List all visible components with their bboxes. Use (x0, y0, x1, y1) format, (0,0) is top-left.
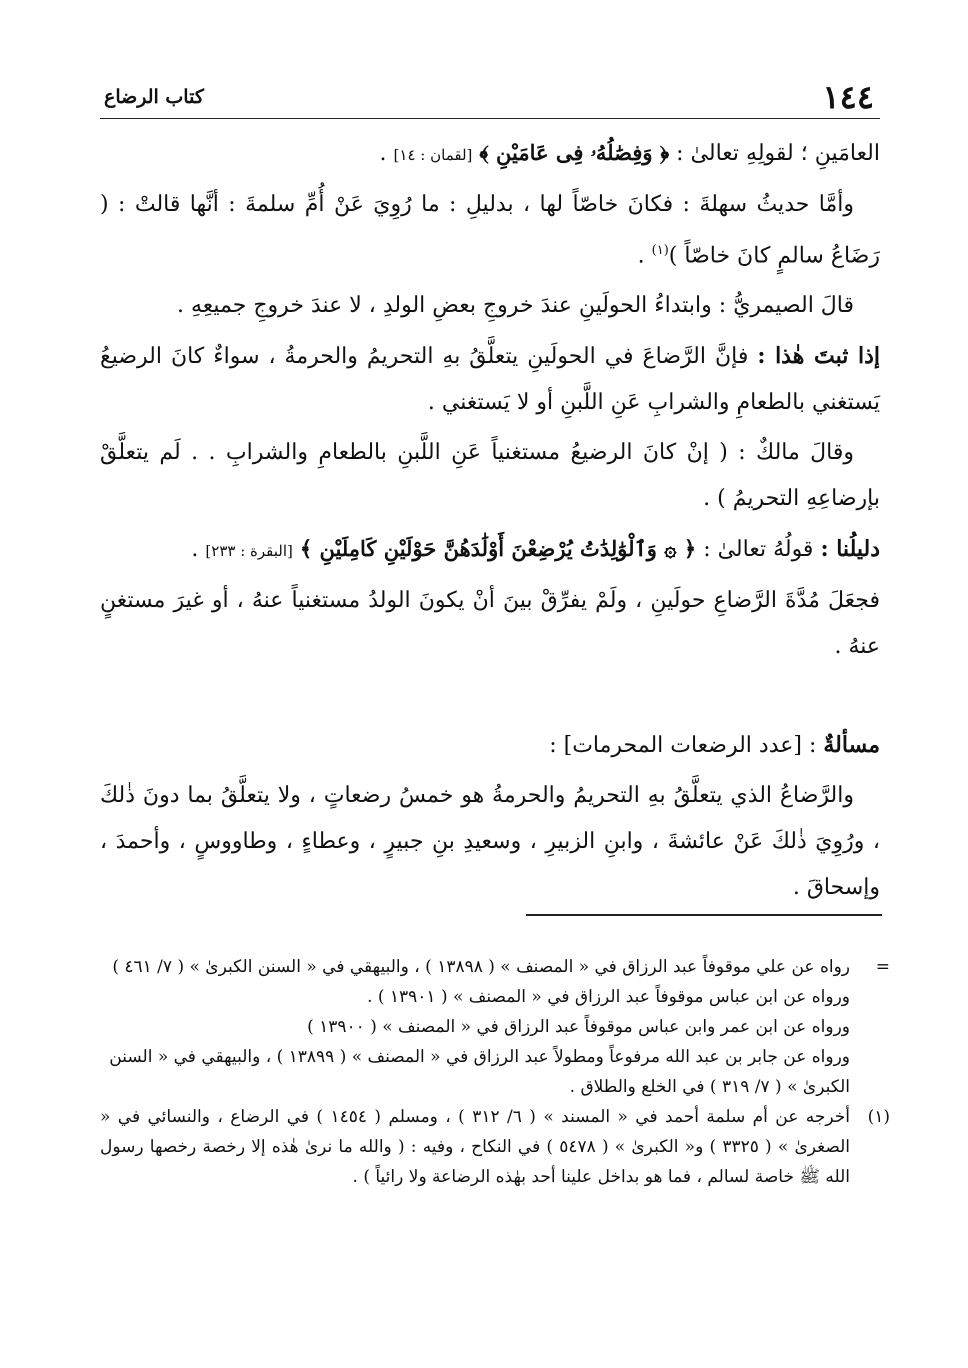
text: . (637, 243, 652, 269)
text: قالَ الصيمريُّ : وابتداءُ الحولَينِ عندَ خروجِ بعضِ الولدِ ، لا عندَ خروجِ جميعِهِ . (177, 293, 854, 319)
continuation-mark: = (875, 957, 890, 977)
text: فإنَّ الرَّضاعَ في الحولَينِ يتعلَّقُ بهِ التحريمُ والحرمةُ ، سواءٌ كانَ الرضيعُ يَستغني بالطعامِ والشرابِ عَنِ اللَّبنِ أو لا يَستغني . (100, 344, 880, 416)
masala-heading (100, 722, 880, 769)
verse-reference: [البقرة : ٢٣٣] (205, 542, 293, 561)
paragraph-4 (100, 333, 880, 426)
quran-verse: ﴿ وَفِصَٰلُهُۥ فِى عَامَيْنِ ﴾ (479, 140, 670, 165)
running-title: كتاب الرضاع (104, 86, 204, 108)
masala-subtitle: : [عدد الرضعات المحرمات] : (549, 733, 817, 759)
main-text (100, 130, 880, 915)
text: . (191, 537, 206, 563)
footnote-1 (100, 1102, 890, 1192)
text: ورواه عن جابر بن عبد الله مرفوعاً ومطولاً عبد الرزاق في « المصنف » ( ١٣٨٩٩ ) ، والبيهقي في « السنن الكبرىٰ » ( ٧/ ٣١٩ ) في الخلع والطلاق . (109, 1047, 850, 1097)
footnote-continuation (100, 952, 890, 982)
page-header (100, 78, 880, 119)
footnotes (100, 952, 890, 1192)
text: ورواه عن ابن عمر وابن عباس موقوفاً عبد الرزاق في « المصنف » ( ١٣٩٠٠ ) (307, 1017, 850, 1037)
text: وأمَّا حديثُ سهلةَ : فكانَ خاصّاً لها ، بدليلِ : ما رُوِيَ عَنْ أُمِّ سلمةَ : أنَّها قالتْ : ( رَضَاعُ سالمٍ كانَ خاصّاً ) (100, 192, 880, 269)
paragraph-6 (100, 526, 880, 574)
text: . (379, 141, 394, 166)
verse-reference: [لقمان : ١٤] (393, 146, 473, 164)
paragraph-2 (100, 182, 880, 279)
paragraph-3 (100, 283, 880, 329)
footnote-ref[interactable]: (١) (651, 243, 669, 258)
footnote-line (100, 982, 890, 1012)
lead-phrase: إذا ثبتَ هٰذا : (757, 343, 880, 370)
text: العامَينِ ؛ لقولِهِ تعالىٰ : (676, 141, 880, 166)
footnote-line (100, 1012, 890, 1042)
paragraph-5 (100, 430, 880, 522)
paragraph-1 (100, 130, 880, 178)
page-number: ١٤٤ (822, 78, 874, 116)
text: وقالَ مالكٌ : ( إنْ كانَ الرضيعُ مستغنياً عَنِ اللَّبنِ بالطعامِ والشرابِ . . لَم يتعلَّقْ بإرضاعِهِ التحريمُ ) . (100, 440, 880, 512)
text: فجعَلَ مُدَّةَ الرَّضاعِ حولَينِ ، ولَمْ يفرِّقْ بينَ أنْ يكونَ الولدُ مستغنياً عنهُ ، أو غيرَ مستغنٍ عنهُ . (100, 588, 880, 660)
footnote-number: (١) (867, 1107, 890, 1127)
footnote-separator (526, 914, 882, 916)
masala-title: مسألةٌ (823, 732, 880, 759)
masala-text (100, 773, 880, 911)
text: رواه عن علي موقوفاً عبد الرزاق في « المصنف » ( ١٣٨٩٨ ) ، والبيهقي في « السنن الكبرىٰ » ( ٧/ ٤٦١ ) (112, 957, 850, 977)
quran-verse: ﴿ ۞ وَٱلْوَٰلِدَٰتُ يُرْضِعْنَ أَوْلَٰدَهُنَّ حَوْلَيْنِ كَامِلَيْنِ ﴾ (299, 536, 697, 562)
text: أخرجه عن أم سلمة أحمد في « المسند » ( ٦/ ٣١٢ ) ، ومسلم ( ١٤٥٤ ) في الرضاع ، والنسائي في « الصغرىٰ » ( ٣٣٢٥ ) و« الكبرىٰ » ( ٥٤٧٨ ) في النكاح ، وفيه : ( والله ما نرىٰ هٰذه إلا رخصة رخصها رسول الله ﷺ خاصة لسالم ، فما هو بداخل علينا أحد بهٰذه الرضاعة ولا رائياً ) . (100, 1107, 850, 1187)
text: والرَّضاعُ الذي يتعلَّقُ بهِ التحريمُ والحرمةُ هو خمسُ رضعاتٍ ، ولا يتعلَّقُ بما دونَ ذٰلكَ ، ورُوِيَ ذٰلكَ عَنْ عائشةَ ، وابنِ الزبيرِ ، وسعيدِ بنِ جبيرٍ ، وعطاءٍ ، وطاووسٍ ، وأحمدَ ، وإسحاقَ . (100, 783, 880, 901)
paragraph-7 (100, 578, 880, 670)
footnote-line (100, 1042, 890, 1102)
text: قولُهُ تعالىٰ : (703, 537, 821, 563)
text: ورواه عن ابن عباس موقوفاً عبد الرزاق في « المصنف » ( ١٣٩٠١ ) . (367, 987, 850, 1007)
lead-phrase: دليلُنا : (820, 536, 880, 563)
